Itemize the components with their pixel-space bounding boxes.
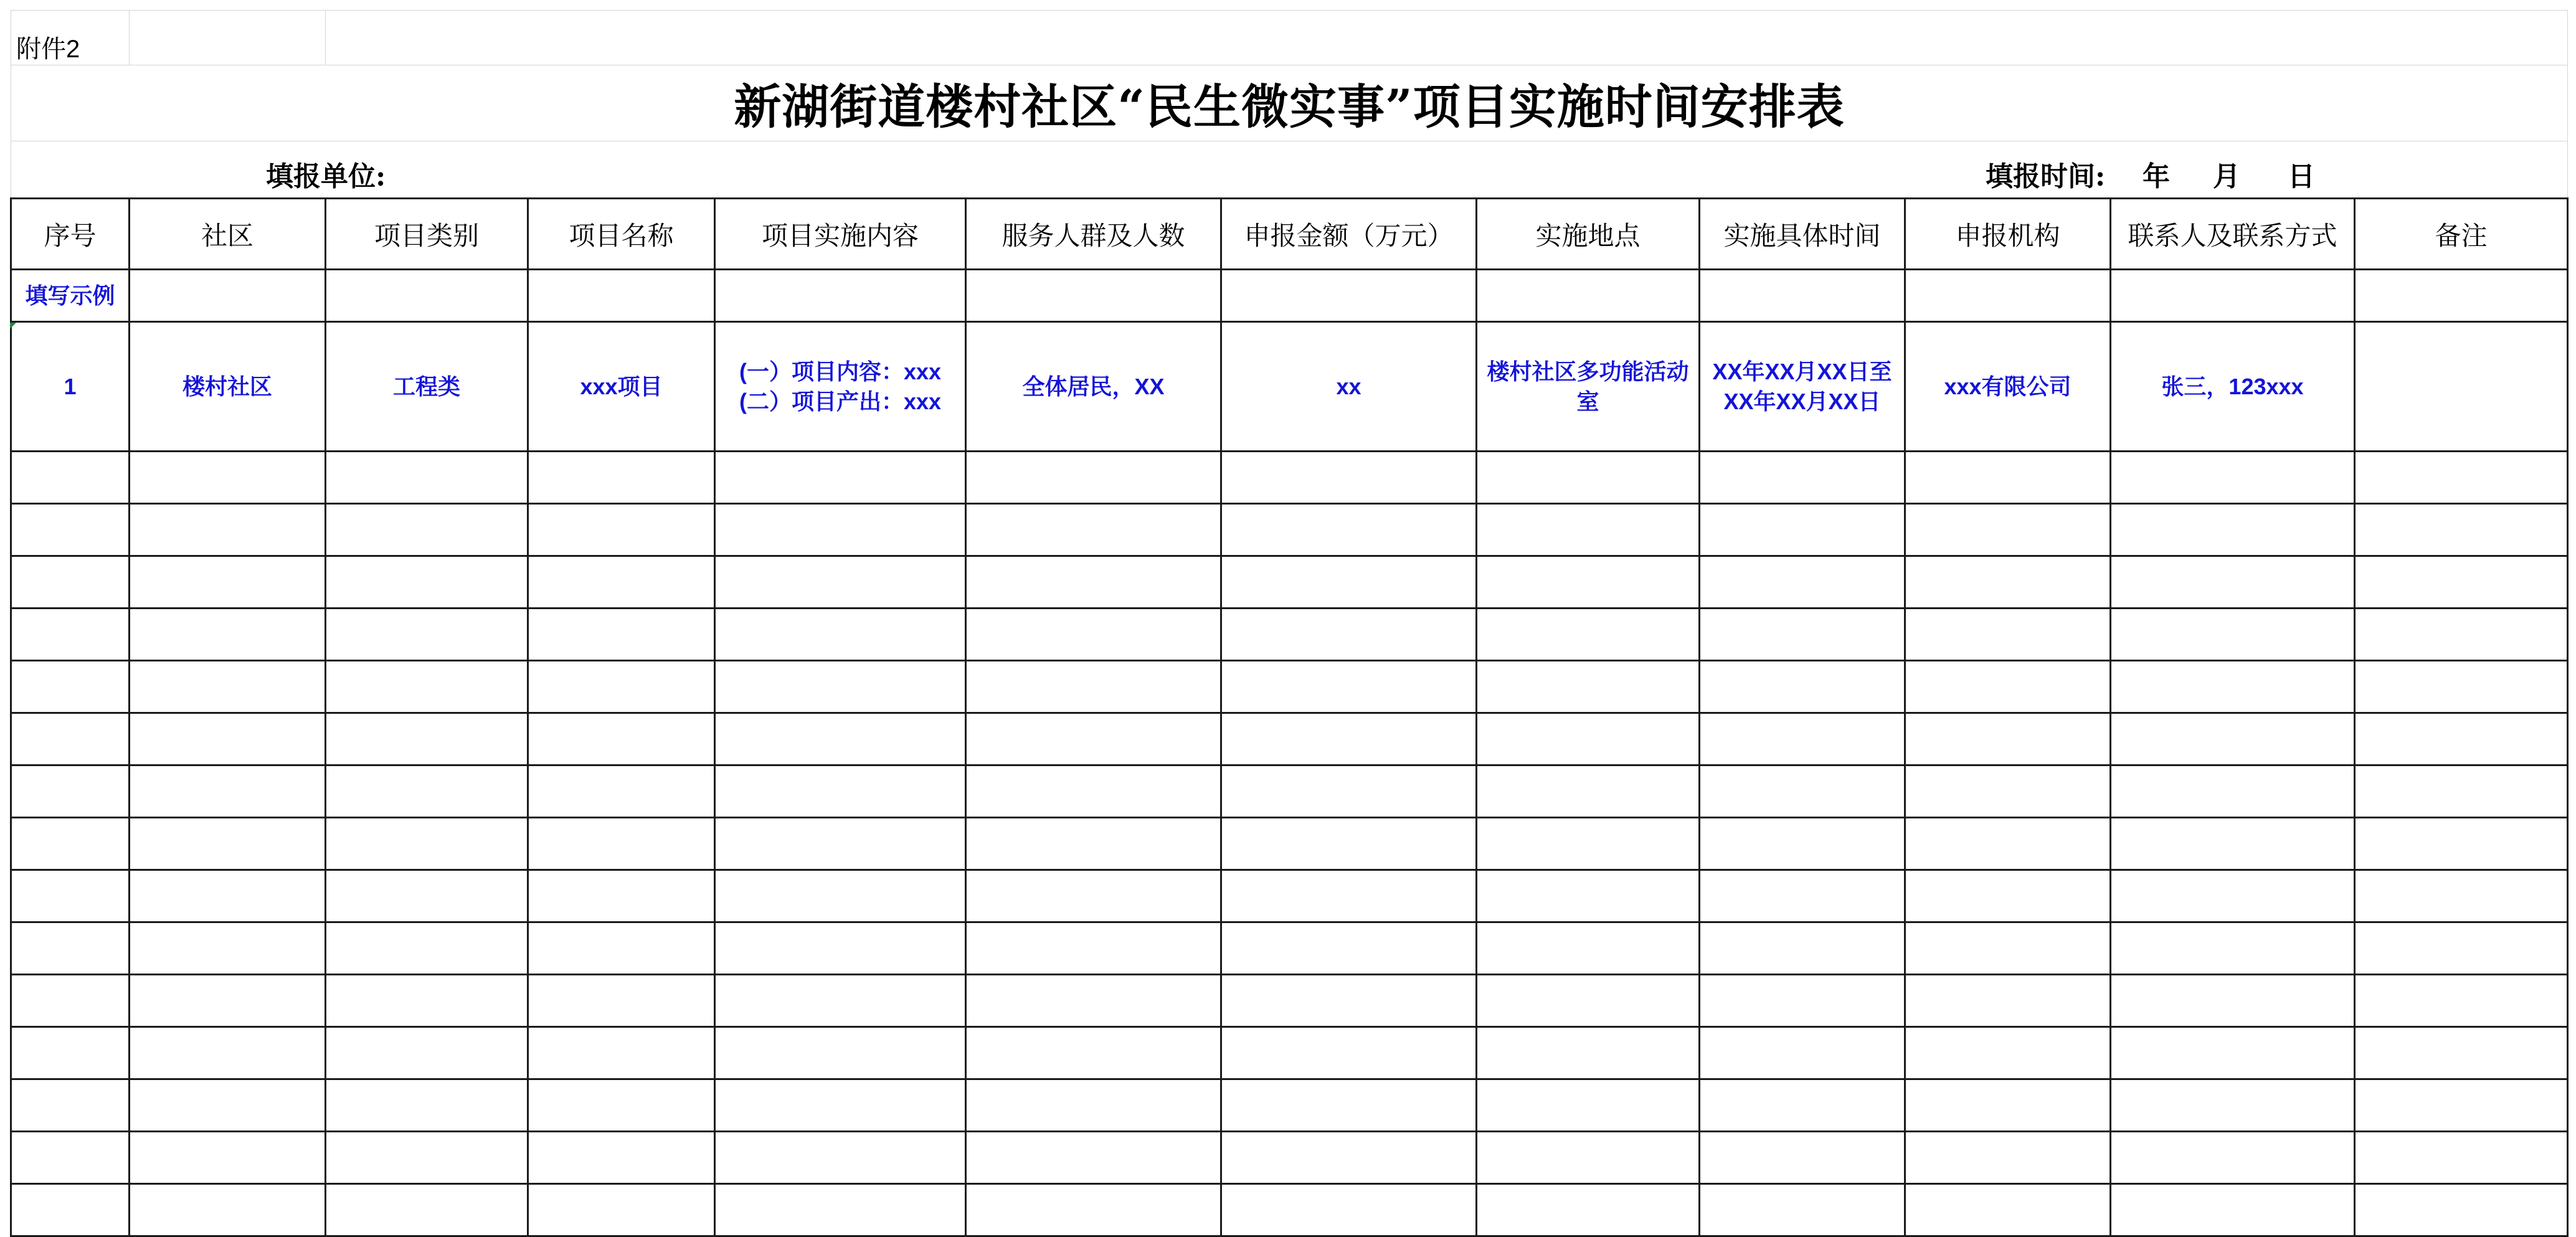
empty-cell[interactable] bbox=[326, 452, 528, 504]
example-location-line2: 室 bbox=[1576, 388, 1599, 414]
empty-cell[interactable] bbox=[326, 922, 528, 975]
empty-cell[interactable] bbox=[2111, 870, 2355, 922]
empty-cell[interactable] bbox=[2355, 1184, 2568, 1236]
empty-cell[interactable] bbox=[715, 270, 966, 322]
example-time-line1: XX年XX月XX日至 bbox=[1712, 358, 1892, 384]
empty-cell[interactable] bbox=[1905, 765, 2111, 818]
example-people[interactable]: 全体居民，XX bbox=[966, 322, 1221, 452]
empty-cell[interactable] bbox=[2355, 975, 2568, 1027]
table-row bbox=[11, 765, 2568, 818]
empty-cell[interactable] bbox=[966, 765, 1221, 818]
empty-cell[interactable] bbox=[715, 818, 966, 870]
empty-cell[interactable] bbox=[1221, 818, 1477, 870]
empty-cell[interactable] bbox=[1905, 1184, 2111, 1236]
empty-cell[interactable] bbox=[1477, 870, 1700, 922]
empty-cell[interactable] bbox=[1477, 661, 1700, 713]
empty-cell[interactable] bbox=[715, 504, 966, 556]
empty-cell[interactable] bbox=[11, 1027, 130, 1079]
example-contact[interactable]: 张三，123xxx bbox=[2111, 322, 2355, 452]
empty-cell[interactable] bbox=[11, 1079, 130, 1132]
table-row bbox=[11, 1079, 2568, 1132]
empty-cell[interactable] bbox=[326, 975, 528, 1027]
empty-cell[interactable] bbox=[1221, 661, 1477, 713]
empty-cell[interactable] bbox=[1477, 922, 1700, 975]
table-row bbox=[11, 1184, 2568, 1236]
empty-cell[interactable] bbox=[2355, 452, 2568, 504]
table-row bbox=[11, 975, 2568, 1027]
column-header-people[interactable]: 服务人群及人数 bbox=[966, 199, 1221, 270]
empty-cell[interactable] bbox=[130, 1079, 326, 1132]
column-header-content[interactable]: 项目实施内容 bbox=[715, 199, 966, 270]
column-header-seq[interactable]: 序号 bbox=[11, 199, 130, 270]
empty-cell[interactable] bbox=[130, 1027, 326, 1079]
empty-cell[interactable] bbox=[528, 1027, 715, 1079]
empty-cell[interactable] bbox=[2355, 556, 2568, 609]
empty-cell[interactable] bbox=[528, 661, 715, 713]
empty-cell[interactable] bbox=[2111, 661, 2355, 713]
empty-cell[interactable] bbox=[1221, 870, 1477, 922]
empty-cell[interactable] bbox=[326, 661, 528, 713]
empty-cell[interactable] bbox=[1221, 765, 1477, 818]
empty-cell[interactable] bbox=[966, 609, 1221, 661]
empty-cell[interactable] bbox=[326, 270, 528, 322]
empty-cell[interactable] bbox=[528, 713, 715, 765]
empty-cell[interactable] bbox=[715, 765, 966, 818]
empty-cell[interactable] bbox=[715, 1027, 966, 1079]
empty-cell[interactable] bbox=[966, 975, 1221, 1027]
empty-cell[interactable] bbox=[715, 609, 966, 661]
empty-cell[interactable] bbox=[1477, 975, 1700, 1027]
empty-cell[interactable] bbox=[1477, 270, 1700, 322]
empty-cell[interactable] bbox=[2355, 1132, 2568, 1184]
example-content[interactable] bbox=[715, 322, 966, 452]
empty-cell[interactable] bbox=[528, 765, 715, 818]
empty-cell[interactable] bbox=[2111, 609, 2355, 661]
empty-cell[interactable] bbox=[130, 609, 326, 661]
empty-rows bbox=[11, 452, 2568, 1236]
fill-unit-label: 填报单位: bbox=[266, 161, 386, 192]
empty-cell[interactable] bbox=[1905, 818, 2111, 870]
empty-cell[interactable] bbox=[1700, 870, 1905, 922]
table-row bbox=[11, 922, 2568, 975]
empty-cell[interactable] bbox=[11, 713, 130, 765]
empty-cell[interactable] bbox=[966, 1132, 1221, 1184]
empty-cell[interactable] bbox=[130, 818, 326, 870]
empty-cell[interactable] bbox=[1221, 1184, 1477, 1236]
empty-cell[interactable] bbox=[1221, 713, 1477, 765]
empty-cell[interactable] bbox=[1905, 661, 2111, 713]
empty-cell[interactable] bbox=[966, 870, 1221, 922]
empty-cell[interactable] bbox=[326, 1079, 528, 1132]
empty-cell[interactable] bbox=[1221, 556, 1477, 609]
empty-cell[interactable] bbox=[130, 713, 326, 765]
fill-time-label: 填报时间: bbox=[1986, 161, 2106, 192]
example-label[interactable]: 填写示例 bbox=[11, 270, 130, 322]
empty-cell[interactable] bbox=[130, 870, 326, 922]
empty-cell[interactable] bbox=[715, 661, 966, 713]
empty-cell[interactable] bbox=[130, 452, 326, 504]
cell-comment-marker bbox=[10, 323, 16, 329]
empty-cell[interactable] bbox=[528, 504, 715, 556]
empty-cell[interactable] bbox=[1905, 1132, 2111, 1184]
empty-cell[interactable] bbox=[130, 1184, 326, 1236]
empty-cell[interactable] bbox=[528, 818, 715, 870]
attachment-row bbox=[11, 11, 2568, 65]
example-row bbox=[11, 322, 2568, 452]
empty-cell[interactable] bbox=[326, 1132, 528, 1184]
empty-cell[interactable] bbox=[326, 504, 528, 556]
empty-cell[interactable] bbox=[11, 452, 130, 504]
empty-cell[interactable] bbox=[326, 609, 528, 661]
empty-cell[interactable] bbox=[1221, 975, 1477, 1027]
empty-cell[interactable] bbox=[966, 922, 1221, 975]
empty-cell[interactable] bbox=[326, 556, 528, 609]
empty-cell[interactable] bbox=[715, 556, 966, 609]
empty-cell[interactable] bbox=[1700, 818, 1905, 870]
empty-cell[interactable] bbox=[1700, 1079, 1905, 1132]
example-label-row bbox=[11, 270, 2568, 322]
page-title[interactable]: 新湖街道楼村社区“民生微实事”项目实施时间安排表 bbox=[11, 65, 2568, 141]
empty-cell[interactable] bbox=[2111, 1184, 2355, 1236]
example-org[interactable]: xxx有限公司 bbox=[1905, 322, 2111, 452]
empty-cell[interactable] bbox=[1905, 975, 2111, 1027]
table-row bbox=[11, 609, 2568, 661]
empty-cell[interactable] bbox=[528, 609, 715, 661]
empty-cell[interactable] bbox=[528, 270, 715, 322]
empty-cell[interactable] bbox=[1700, 713, 1905, 765]
empty-cell[interactable] bbox=[1477, 452, 1700, 504]
empty-cell[interactable] bbox=[1221, 1132, 1477, 1184]
empty-cell[interactable] bbox=[130, 765, 326, 818]
empty-cell[interactable] bbox=[2355, 1027, 2568, 1079]
empty-cell[interactable] bbox=[1700, 270, 1905, 322]
empty-cell[interactable] bbox=[1700, 452, 1905, 504]
example-amount[interactable]: xx bbox=[1221, 322, 1477, 452]
empty-cell[interactable] bbox=[528, 870, 715, 922]
empty-cell[interactable] bbox=[715, 870, 966, 922]
column-header-location[interactable]: 实施地点 bbox=[1477, 199, 1700, 270]
empty-cell[interactable] bbox=[2111, 818, 2355, 870]
empty-cell[interactable] bbox=[326, 713, 528, 765]
example-seq[interactable]: 1 bbox=[11, 322, 130, 452]
header-row bbox=[11, 199, 2568, 270]
example-name[interactable]: xxx项目 bbox=[528, 322, 715, 452]
column-header-time[interactable]: 实施具体时间 bbox=[1700, 199, 1905, 270]
table-row bbox=[11, 556, 2568, 609]
empty-cell[interactable] bbox=[1905, 1079, 2111, 1132]
fill-time-day: 日 bbox=[2288, 161, 2315, 192]
empty-cell[interactable] bbox=[130, 270, 326, 322]
empty-cell[interactable] bbox=[11, 870, 130, 922]
empty-cell[interactable] bbox=[11, 818, 130, 870]
empty-cell[interactable] bbox=[1905, 504, 2111, 556]
empty-cell[interactable] bbox=[966, 1079, 1221, 1132]
empty-cell[interactable] bbox=[1700, 1184, 1905, 1236]
empty-cell[interactable] bbox=[715, 713, 966, 765]
empty-cell[interactable] bbox=[715, 1079, 966, 1132]
empty-cell[interactable] bbox=[2355, 661, 2568, 713]
table-row bbox=[11, 713, 2568, 765]
example-time-line2: XX年XX月XX日 bbox=[1723, 388, 1881, 414]
empty-cell[interactable] bbox=[1905, 452, 2111, 504]
empty-cell[interactable] bbox=[11, 1184, 130, 1236]
empty-cell[interactable] bbox=[1700, 556, 1905, 609]
empty-cell[interactable] bbox=[2111, 713, 2355, 765]
empty-cell[interactable] bbox=[130, 556, 326, 609]
empty-cell[interactable] bbox=[1905, 922, 2111, 975]
empty-cell[interactable] bbox=[1477, 556, 1700, 609]
column-header-contact[interactable]: 联系人及联系方式 bbox=[2111, 199, 2355, 270]
example-remark[interactable] bbox=[2355, 322, 2568, 452]
empty-cell[interactable] bbox=[528, 1079, 715, 1132]
empty-cell[interactable] bbox=[130, 975, 326, 1027]
empty-cell[interactable] bbox=[326, 870, 528, 922]
empty-cell[interactable] bbox=[11, 609, 130, 661]
empty-cell[interactable] bbox=[715, 452, 966, 504]
empty-cell[interactable] bbox=[2355, 1079, 2568, 1132]
column-header-community[interactable]: 社区 bbox=[130, 199, 326, 270]
example-content-line1: (一）项目内容：xxx bbox=[739, 358, 942, 384]
empty-cell[interactable] bbox=[1221, 1027, 1477, 1079]
column-header-remark[interactable]: 备注 bbox=[2355, 199, 2568, 270]
fill-info-row bbox=[11, 141, 2568, 199]
empty-cell[interactable] bbox=[715, 922, 966, 975]
fill-time-year: 年 bbox=[2143, 161, 2170, 192]
empty-cell[interactable] bbox=[2111, 922, 2355, 975]
empty-cell[interactable] bbox=[326, 818, 528, 870]
column-header-amount[interactable]: 申报金额（万元） bbox=[1221, 199, 1477, 270]
empty-cell[interactable] bbox=[11, 661, 130, 713]
empty-cell[interactable] bbox=[2111, 1079, 2355, 1132]
empty-cell[interactable] bbox=[2355, 922, 2568, 975]
empty-cell[interactable] bbox=[1477, 1079, 1700, 1132]
table-row bbox=[11, 870, 2568, 922]
empty-cell[interactable] bbox=[715, 1184, 966, 1236]
table-row bbox=[11, 818, 2568, 870]
schedule-table bbox=[10, 10, 2569, 1237]
title-row bbox=[11, 65, 2568, 141]
empty-cell[interactable] bbox=[1221, 452, 1477, 504]
empty-cell[interactable] bbox=[1477, 713, 1700, 765]
empty-cell[interactable] bbox=[2111, 765, 2355, 818]
empty-cell[interactable] bbox=[966, 661, 1221, 713]
empty-cell[interactable] bbox=[1477, 1132, 1700, 1184]
empty-cell[interactable] bbox=[1700, 1027, 1905, 1079]
empty-cell[interactable] bbox=[966, 1184, 1221, 1236]
empty-cell[interactable] bbox=[1700, 975, 1905, 1027]
empty-cell[interactable] bbox=[528, 922, 715, 975]
empty-cell[interactable] bbox=[1700, 1132, 1905, 1184]
table-row bbox=[11, 1027, 2568, 1079]
empty-cell[interactable] bbox=[528, 452, 715, 504]
empty-cell[interactable] bbox=[1905, 713, 2111, 765]
empty-cell[interactable] bbox=[966, 452, 1221, 504]
column-header-name[interactable]: 项目名称 bbox=[528, 199, 715, 270]
empty-cell[interactable] bbox=[966, 1027, 1221, 1079]
empty-cell[interactable] bbox=[11, 1132, 130, 1184]
empty-cell[interactable] bbox=[1221, 609, 1477, 661]
empty-cell[interactable] bbox=[326, 765, 528, 818]
empty-cell[interactable] bbox=[2355, 765, 2568, 818]
empty-cell[interactable] bbox=[2355, 713, 2568, 765]
table-row bbox=[11, 1132, 2568, 1184]
empty-cell[interactable] bbox=[1477, 1184, 1700, 1236]
empty-cell[interactable] bbox=[1221, 1079, 1477, 1132]
table-row bbox=[11, 661, 2568, 713]
empty-cell[interactable] bbox=[2111, 1132, 2355, 1184]
fill-info-cell[interactable] bbox=[11, 141, 2568, 199]
empty-cell[interactable] bbox=[1477, 818, 1700, 870]
empty-cell[interactable] bbox=[11, 975, 130, 1027]
attachment-label[interactable]: 附件2 bbox=[11, 11, 130, 65]
example-location[interactable] bbox=[1477, 322, 1700, 452]
empty-cell[interactable] bbox=[715, 975, 966, 1027]
empty-cell[interactable] bbox=[1221, 270, 1477, 322]
empty-cell[interactable] bbox=[2111, 270, 2355, 322]
empty-cell[interactable] bbox=[1905, 870, 2111, 922]
empty-cell[interactable] bbox=[130, 504, 326, 556]
empty-cell[interactable] bbox=[2355, 609, 2568, 661]
empty-cell[interactable] bbox=[1477, 765, 1700, 818]
empty-cell[interactable] bbox=[966, 556, 1221, 609]
empty-cell[interactable] bbox=[11, 922, 130, 975]
empty-cell[interactable] bbox=[130, 922, 326, 975]
empty-cell[interactable] bbox=[130, 1132, 326, 1184]
empty-cell[interactable] bbox=[528, 1132, 715, 1184]
example-content-line2: (二）项目产出：xxx bbox=[739, 388, 942, 414]
empty-cell[interactable] bbox=[326, 1027, 528, 1079]
empty-cell[interactable] bbox=[966, 270, 1221, 322]
empty-cell[interactable] bbox=[1477, 1027, 1700, 1079]
example-category[interactable]: 工程类 bbox=[326, 322, 528, 452]
empty-cell[interactable] bbox=[1905, 270, 2111, 322]
empty-cell[interactable] bbox=[966, 713, 1221, 765]
empty-cell[interactable] bbox=[1700, 504, 1905, 556]
empty-cell[interactable] bbox=[1477, 609, 1700, 661]
table-row bbox=[11, 504, 2568, 556]
column-header-category[interactable]: 项目类别 bbox=[326, 199, 528, 270]
empty-cell[interactable] bbox=[528, 1184, 715, 1236]
empty-cell[interactable] bbox=[2355, 870, 2568, 922]
empty-cell[interactable] bbox=[2111, 504, 2355, 556]
empty-cell[interactable] bbox=[1905, 609, 2111, 661]
empty-cell[interactable] bbox=[2111, 556, 2355, 609]
empty-cell[interactable] bbox=[1700, 609, 1905, 661]
example-location-line1: 楼村社区多功能活动 bbox=[1487, 358, 1689, 384]
empty-cell[interactable] bbox=[2355, 504, 2568, 556]
empty-cell[interactable] bbox=[1221, 922, 1477, 975]
empty-cell[interactable] bbox=[715, 1132, 966, 1184]
empty-cell[interactable] bbox=[966, 818, 1221, 870]
empty-cell[interactable] bbox=[2355, 270, 2568, 322]
fill-time-month: 月 bbox=[2213, 161, 2240, 192]
empty-cell[interactable] bbox=[2355, 818, 2568, 870]
empty-cell[interactable] bbox=[11, 556, 130, 609]
empty-cell[interactable] bbox=[326, 1184, 528, 1236]
empty-cell[interactable] bbox=[130, 661, 326, 713]
empty-cell[interactable] bbox=[1700, 765, 1905, 818]
empty-cell[interactable] bbox=[1905, 556, 2111, 609]
example-community[interactable]: 楼村社区 bbox=[130, 322, 326, 452]
empty-cell[interactable] bbox=[528, 975, 715, 1027]
column-header-org[interactable]: 申报机构 bbox=[1905, 199, 2111, 270]
example-time[interactable] bbox=[1700, 322, 1905, 452]
empty-cell[interactable] bbox=[1700, 922, 1905, 975]
empty-cell[interactable] bbox=[11, 504, 130, 556]
empty-cell[interactable] bbox=[130, 11, 326, 65]
empty-cell[interactable] bbox=[1477, 504, 1700, 556]
empty-cell[interactable] bbox=[1905, 1027, 2111, 1079]
empty-cell[interactable] bbox=[326, 11, 2568, 65]
empty-cell[interactable] bbox=[966, 504, 1221, 556]
empty-cell[interactable] bbox=[1221, 504, 1477, 556]
empty-cell[interactable] bbox=[2111, 975, 2355, 1027]
empty-cell[interactable] bbox=[2111, 1027, 2355, 1079]
table-row bbox=[11, 452, 2568, 504]
empty-cell[interactable] bbox=[1700, 661, 1905, 713]
empty-cell[interactable] bbox=[11, 765, 130, 818]
empty-cell[interactable] bbox=[2111, 452, 2355, 504]
empty-cell[interactable] bbox=[528, 556, 715, 609]
